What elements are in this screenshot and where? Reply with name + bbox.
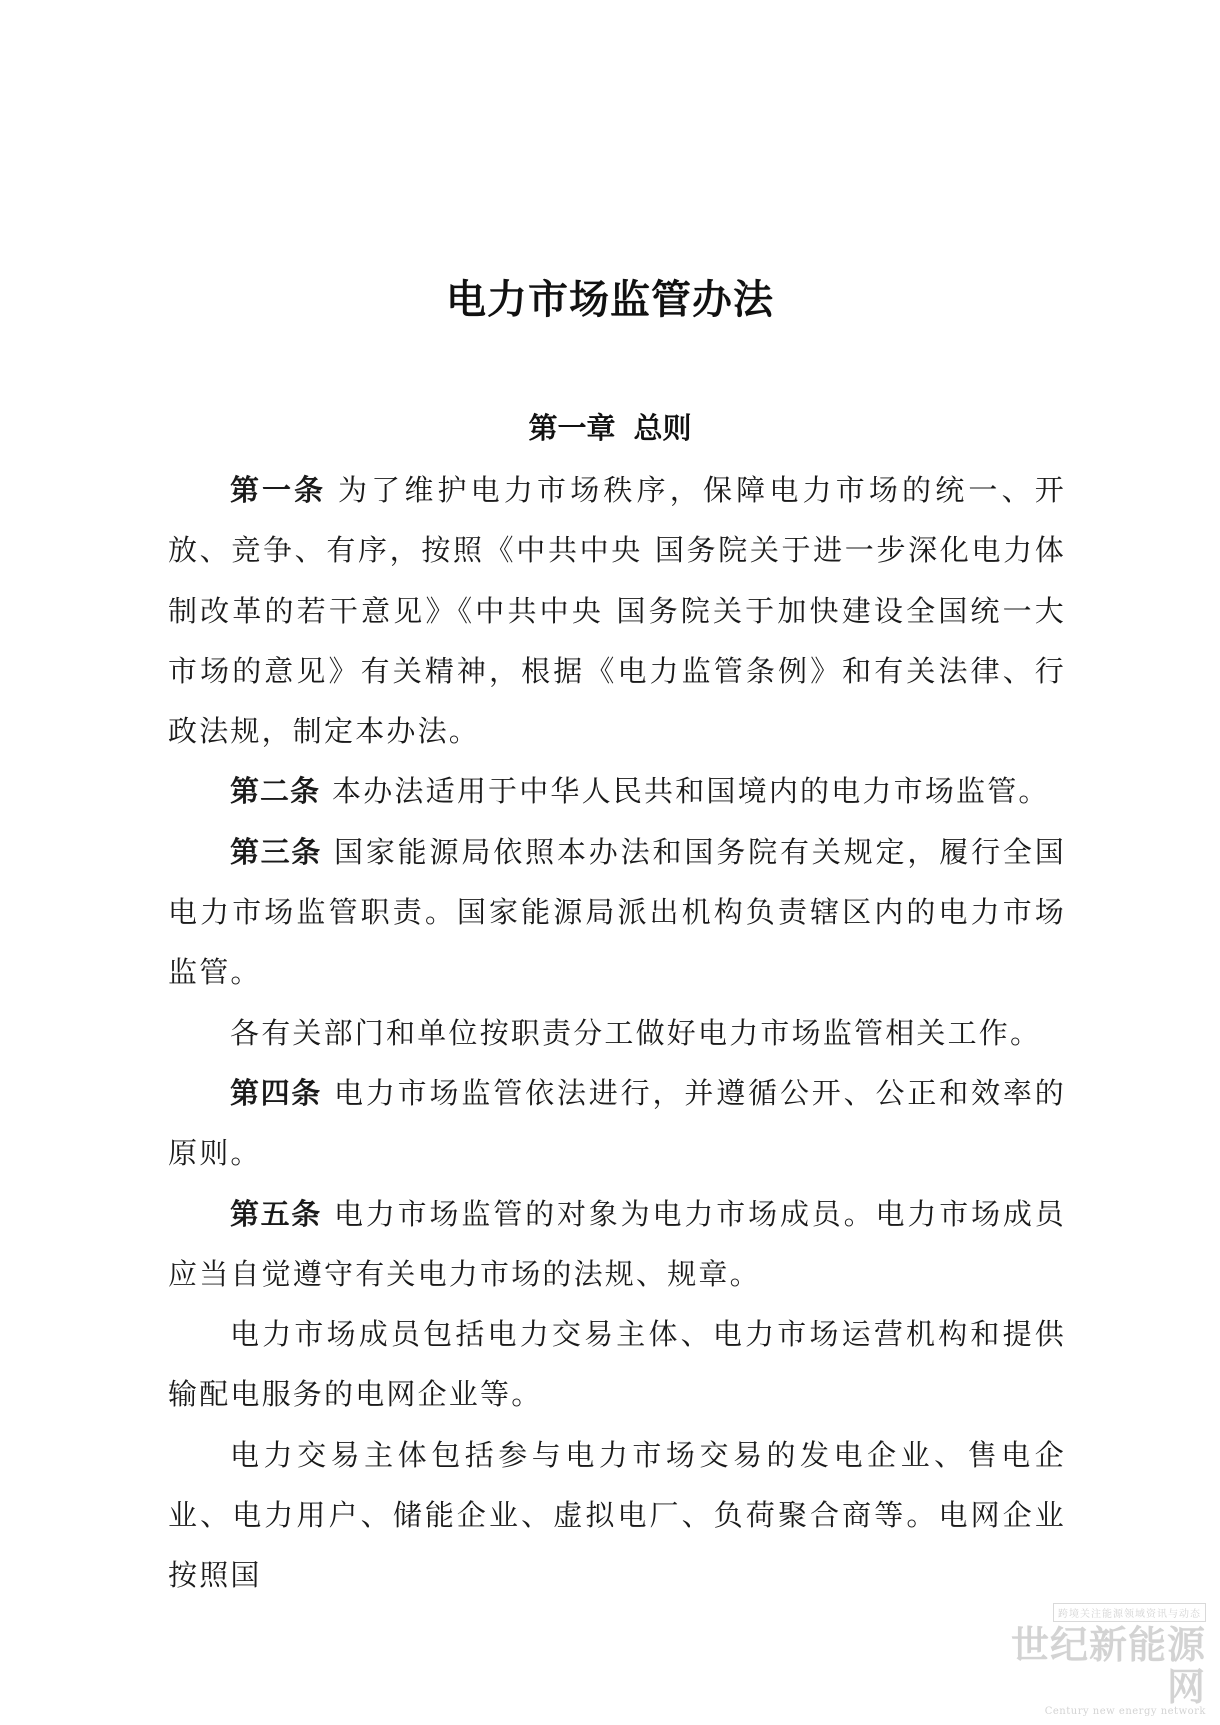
article-number: 第一条 [230, 473, 326, 507]
paragraph-text: 电力市场成员包括电力交易主体、电力市场运营机构和提供输配电服务的电网企业等。 [168, 1317, 1066, 1412]
paragraph-text: 各有关部门和单位按职责分工做好电力市场监管相关工作。 [230, 1015, 1042, 1050]
site-watermark [986, 1602, 1206, 1717]
article-paragraph [168, 822, 1066, 1003]
article-paragraph [168, 1184, 1066, 1305]
body-paragraph [168, 1425, 1066, 1606]
article-paragraph [168, 761, 1066, 821]
watermark-english: Century new energy network [1044, 1706, 1206, 1717]
watermark-name: 世纪新能源网 [1010, 1622, 1206, 1709]
article-text: 电力市场监管的对象为电力市场成员。电力市场成员应当自觉遵守有关电力市场的法规、规章。 [168, 1196, 1066, 1291]
chapter-heading [0, 406, 1220, 447]
article-number: 第五条 [230, 1196, 322, 1231]
body-paragraph [168, 1003, 1066, 1063]
document-body [168, 460, 1066, 1606]
chapter-name: 总则 [633, 411, 692, 445]
article-paragraph [168, 460, 1066, 761]
article-text: 电力市场监管依法进行，并遵循公开、公正和效率的原则。 [168, 1075, 1066, 1171]
article-paragraph [168, 1063, 1066, 1184]
body-paragraph [168, 1304, 1066, 1425]
watermark-tagline: 跨境关注能源领域资讯与动态 [1053, 1603, 1206, 1622]
article-text: 国家能源局依照本办法和国务院有关规定，履行全国电力市场监管职责。国家能源局派出机构负责辖区内的电力市场监管。 [168, 834, 1066, 990]
chapter-number: 第一章 [528, 411, 616, 445]
article-text: 为了维护电力市场秩序，保障电力市场的统一、开放、竞争、有序，按照《中共中央 国务院关于进一步深化电力体制改革的若干意见》《中共中央 国务院关于加快建设全国统一大市场的意见》有关精神，根据《电力监管条例》和有关法律、行政法规，制定本办法。 [168, 473, 1066, 749]
paragraph-text: 电力交易主体包括参与电力市场交易的发电企业、售电企业、电力用户、储能企业、虚拟电厂、负荷聚合商等。电网企业按照国 [168, 1437, 1066, 1593]
article-number: 第四条 [230, 1075, 322, 1110]
article-text: 本办法适用于中华人民共和国境内的电力市场监管。 [332, 774, 1050, 809]
article-number: 第二条 [230, 774, 321, 809]
article-number: 第三条 [230, 834, 322, 869]
document-title: 电力市场监管办法 [446, 277, 774, 323]
